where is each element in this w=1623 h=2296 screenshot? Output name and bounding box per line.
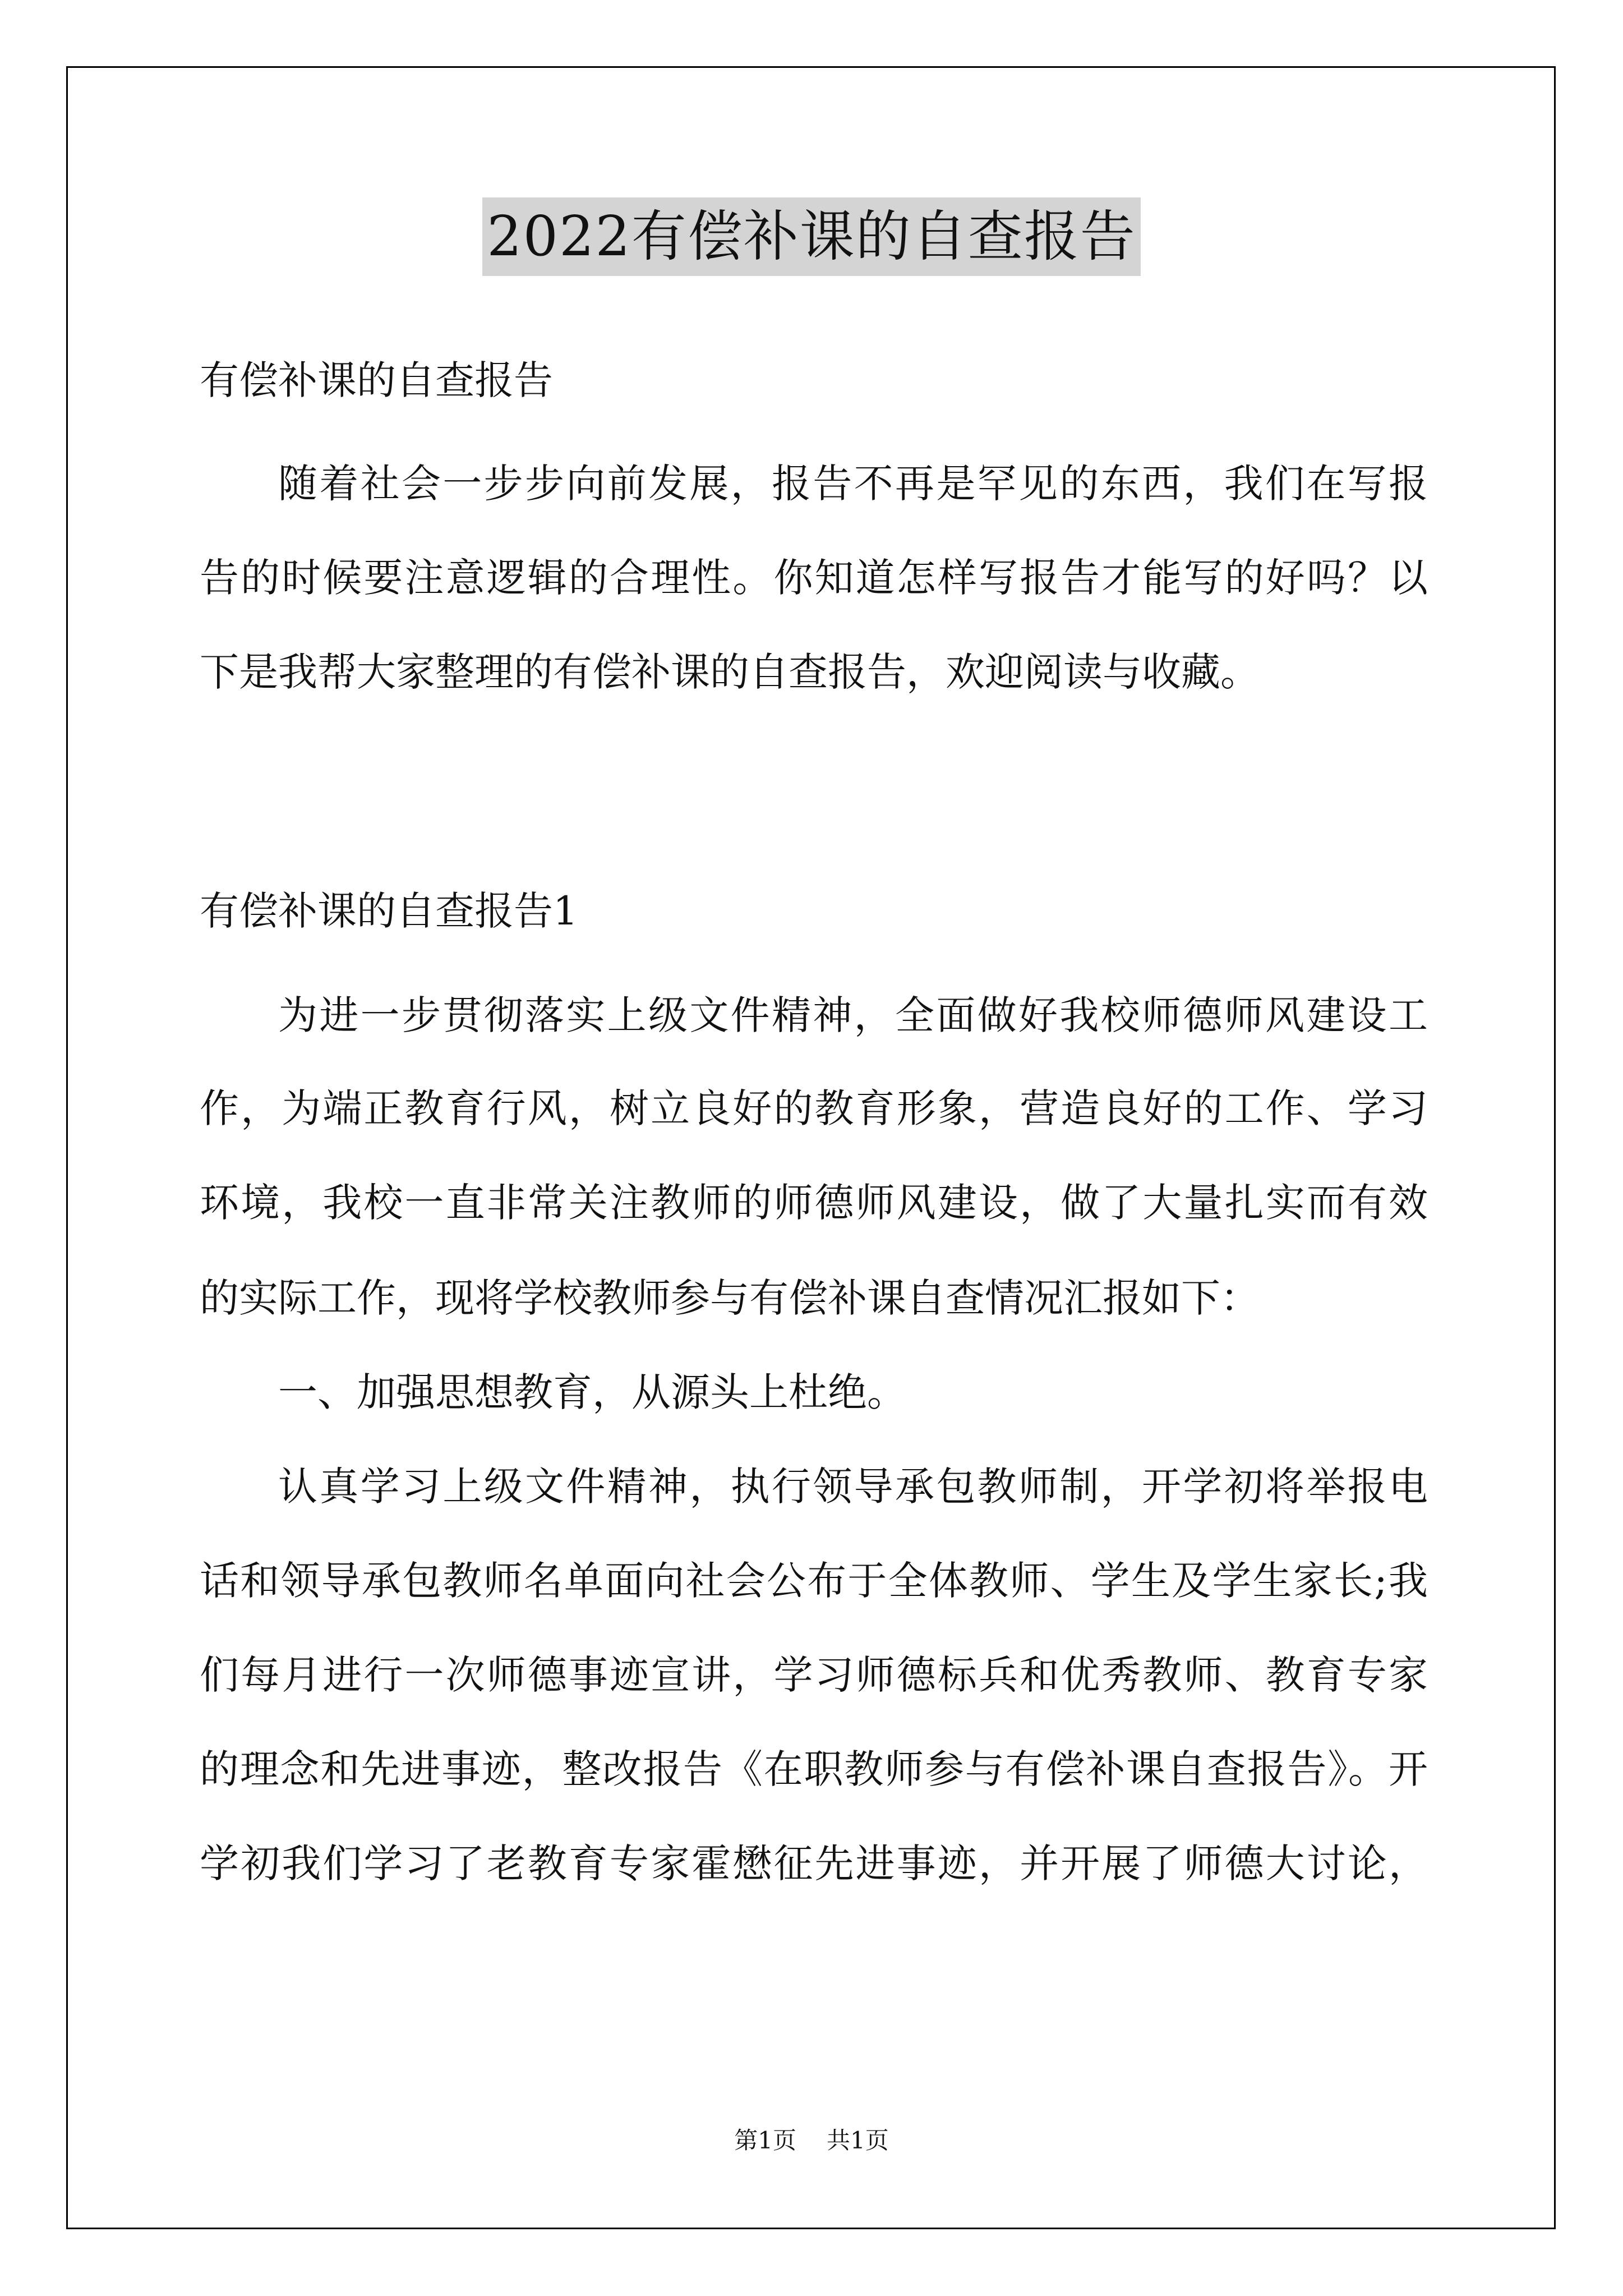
paragraph-line: 们每月进行一次师德事迹宣讲，学习师德标兵和优秀教师、教育专家 <box>200 1652 1428 1698</box>
page-footer <box>0 2124 1623 2157</box>
intro-line: 随着社会一步步向前发展，报告不再是罕见的东西，我们在写报 <box>278 461 1428 507</box>
page-number: 第1页 <box>734 2127 796 2154</box>
paragraph-line: 学初我们学习了老教育专家霍懋征先进事迹，并开展了师德大讨论， <box>200 1841 1428 1887</box>
paragraph-line: 为进一步贯彻落实上级文件精神，全面做好我校师德师风建设工 <box>278 992 1428 1038</box>
section-heading: 有偿补课的自查报告1 <box>200 888 578 934</box>
paragraph-line: 环境，我校一直非常关注教师的师德师风建设，做了大量扎实而有效 <box>200 1180 1428 1226</box>
paragraph-line: 认真学习上级文件精神，执行领导承包教师制，开学初将举报电 <box>278 1464 1428 1510</box>
paragraph-line: 的理念和先进事迹，整改报告《在职教师参与有偿补课自查报告》。开 <box>200 1746 1428 1792</box>
intro-line: 告的时候要注意逻辑的合理性。你知道怎样写报告才能写的好吗？以 <box>200 555 1428 601</box>
paragraph-line: 话和领导承包教师名单面向社会公布于全体教师、学生及学生家长;我 <box>200 1558 1428 1604</box>
point-heading: 一、加强思想教育，从源头上杜绝。 <box>278 1369 906 1415</box>
paragraph-line: 作，为端正教育行风，树立良好的教育形象，营造良好的工作、学习 <box>200 1085 1428 1131</box>
subtitle: 有偿补课的自查报告 <box>200 357 553 403</box>
paragraph-line: 的实际工作，现将学校教师参与有偿补课自查情况汇报如下： <box>200 1275 1260 1321</box>
page-total: 共1页 <box>827 2127 889 2154</box>
document-title: 2022有偿补课的自查报告 <box>482 197 1140 276</box>
title-block <box>0 197 1623 276</box>
intro-line: 下是我帮大家整理的有偿补课的自查报告，欢迎阅读与收藏。 <box>200 649 1260 695</box>
